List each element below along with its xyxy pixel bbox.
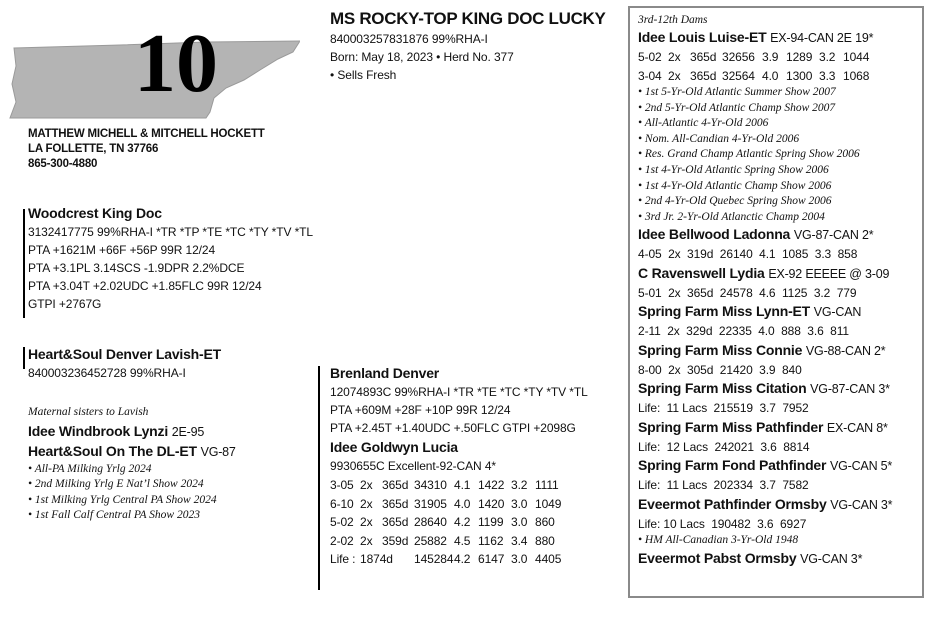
lot-number: 10 [134,17,218,110]
record-value: 1420 [478,496,505,511]
animal-name: MS ROCKY-TOP KING DOC LUCKY [330,9,606,28]
record-value: 32656 [722,50,755,64]
production-record [330,550,588,569]
production-record [330,476,588,495]
record-value: 4.2 [454,552,471,566]
dam-award: • Res. Grand Champ Atlantic Spring Show 2006 [638,148,860,161]
dam-classification: VG-CAN [813,305,862,320]
dam-classification: VG-CAN 3* [800,551,863,566]
dams-heading: 3rd-12th Dams [638,14,708,26]
mgs-line: PTA +609M +28F +10P 99R 12/24 [330,403,511,417]
dam-award: • 2nd 4-Yr-Old Quebec Spring Show 2006 [638,195,832,208]
sister-award: • 1st Milking Yrlg Central PA Show 2024 [28,493,217,506]
record-value: 3.4 [511,533,528,548]
sire-bracket [23,209,25,318]
dam-award: • Nom. All-Candian 4-Yr-Old 2006 [638,132,800,145]
production-record [330,532,588,551]
dam-name: C Ravenswell Lydia [638,264,765,281]
dam-record: 4-05 2x 319d 26140 4.1 1085 3.3 858 [638,247,858,262]
dam-award: • 1st 4-Yr-Old Atlantic Champ Show 2006 [638,179,832,192]
dam-classification: VG-87-CAN 3* [810,382,890,397]
record-value: 3.9 [762,50,779,64]
record-value: 28640 [414,515,447,529]
owner-location: LA FOLLETTE, TN 37766 [28,143,159,155]
animal-sale-note: • Sells Fresh [330,68,397,82]
sire-name: Woodcrest King Doc [28,205,162,221]
sister-entry [28,422,236,442]
record-value: 860 [535,515,555,529]
record-value: 3.2 [819,50,836,64]
maternal-grandsire-block [330,364,588,569]
sire-line: PTA +3.04T +2.02UDC +1.85FLC 99R 12/24 [28,279,262,293]
record-value: 365d [690,50,717,64]
mgs-line: PTA +2.45T +1.40UDC +.50FLC GTPI +2098G [330,421,576,435]
dam-name: Idee Louis Luise-ET [638,29,767,45]
record-value: 1068 [843,68,870,83]
dam-entry [638,302,892,322]
record-value: 1199 [478,515,504,529]
record-value: Life : [330,552,356,566]
production-record [638,48,892,67]
sisters-heading: Maternal sisters to Lavish [28,406,149,418]
record-value: 3.0 [511,496,528,511]
record-value: 3.2 [511,478,528,492]
owner-names: MATTHEW MICHELL & MITCHELL HOCKETT [28,128,265,140]
granddam-name: Idee Goldwyn Lucia [330,439,458,455]
dam-award: • HM All-Canadian 3-Yr-Old 1948 [638,534,799,547]
consignor-info [28,127,265,172]
dam-entry [638,264,892,284]
record-value: 4.0 [762,68,779,83]
dam-entry [638,28,892,48]
sister-classification: VG-87 [200,444,236,459]
dam-name: Spring Farm Fond Pathfinder [638,457,827,474]
record-value: 1049 [535,496,562,511]
sire-line: PTA +3.1PL 3.14SCS -1.9DPR 2.2%DCE [28,261,245,275]
sister-name: Idee Windbrook Lynzi [28,422,169,439]
record-value: 145284 [414,552,454,566]
mgs-line: 12074893C 99%RHA-I *TR *TE *TC *TY *TV *TL [330,385,588,399]
dam-award: • All-Atlantic 4-Yr-Old 2006 [638,117,769,130]
record-value: 2-02 [330,533,354,548]
dam-classification: EX-CAN 8* [826,420,888,435]
dam-record: Life: 11 Lacs 215519 3.7 7952 [638,401,809,416]
dam-award: • 3rd Jr. 2-Yr-Old Atlanctic Champ 2004 [638,210,825,223]
animal-registration: 840003257831876 99%RHA-I [330,32,488,46]
record-value: 1422 [478,478,505,492]
animal-birth-herd: Born: May 18, 2023 • Herd No. 377 [330,50,514,64]
dam-entry [638,225,892,245]
dam-name: Eveermot Pabst Ormsby [638,549,797,566]
dam-name: Spring Farm Miss Pathfinder [638,418,824,435]
ancestral-dams-box [628,6,924,598]
lot-graphic [8,18,300,130]
dam-classification: EX-94-CAN 2E 19* [770,31,874,45]
production-record [638,67,892,86]
record-value: 1044 [843,50,870,64]
record-value: 1111 [535,478,559,492]
record-value: 1300 [786,68,813,83]
dam-name: Eveermot Pathfinder Ormsby [638,495,827,512]
dam-registration: 840003236452728 99%RHA-I [28,366,186,380]
sire-line: GTPI +2767G [28,297,102,311]
production-record [330,513,588,532]
record-value: 2x [668,50,681,64]
dam-entry [638,549,892,569]
record-value: 5-02 [638,50,662,64]
sister-award: • All-PA Milking Yrlg 2024 [28,462,152,475]
record-value: 4405 [535,552,562,566]
sister-name: Heart&Soul On The DL-ET [28,442,197,459]
maternal-sisters [28,405,236,524]
dam-block [28,345,221,382]
dam-records [638,48,892,85]
record-value: 4.2 [454,515,471,529]
dam-name: Spring Farm Miss Citation [638,380,807,397]
record-value: 5-02 [330,515,354,529]
record-value: 2x [668,68,681,83]
granddam-classification: 9930655C Excellent-92-CAN 4* [330,459,496,473]
record-value: 34310 [414,478,447,492]
dam-name: Spring Farm Miss Lynn-ET [638,303,811,320]
record-value: 32564 [722,68,755,83]
record-value: 880 [535,533,555,548]
dam-name: Heart&Soul Denver Lavish-ET [28,346,221,362]
dam-classification: VG-CAN 5* [829,459,893,474]
record-value: 2x [360,533,373,548]
record-value: 3.3 [819,68,836,83]
record-value: 25882 [414,533,447,548]
dam-record: 5-01 2x 365d 24578 4.6 1125 3.2 779 [638,285,857,300]
owner-phone: 865-300-4880 [28,158,98,170]
record-value: 31905 [414,496,447,511]
record-value: 3-04 [638,68,662,83]
dam-award: • 2nd 5-Yr-Old Atlantic Champ Show 2007 [638,101,836,114]
dam-record: 8-00 2x 305d 21420 3.9 840 [638,362,802,377]
sister-award: • 1st Fall Calf Central PA Show 2023 [28,509,200,522]
record-value: 2x [360,478,373,492]
dam-classification: VG-88-CAN 2* [805,343,886,358]
production-record [330,495,588,514]
dam-entry [638,341,892,361]
dam-entry [638,379,892,399]
mgs-bracket [318,366,320,590]
dam-record: Life: 12 Lacs 242021 3.6 8814 [638,439,810,454]
record-value: 6147 [478,552,505,566]
record-value: 365d [382,478,409,492]
dam-classification: VG-CAN 3* [830,497,893,512]
record-value: 3.0 [511,552,528,566]
sister-award: • 2nd Milking Yrlg E Nat’l Show 2024 [28,478,204,491]
record-value: 3-05 [330,478,354,492]
ancestral-dams [638,12,892,569]
dam-entry [638,456,892,476]
record-value: 4.5 [454,533,471,548]
dam-record: Life: 11 Lacs 202334 3.7 7582 [638,478,809,493]
dam-entry [638,418,892,438]
mgs-name: Brenland Denver [330,365,440,381]
record-value: 1162 [478,533,504,548]
sire-line: PTA +1621M +66F +56P 99R 12/24 [28,243,216,257]
dam-name: Spring Farm Miss Connie [638,341,803,358]
dam-classification: EX-92 EEEEE @ 3-09 [768,266,890,281]
dam-award: • 1st 5-Yr-Old Atlantic Summer Show 2007 [638,86,836,98]
record-value: 4.1 [454,478,471,492]
record-value: 365d [382,496,409,511]
record-value: 6-10 [330,496,354,511]
record-value: 1874d [360,552,393,566]
sire-line: 3132417775 99%RHA-I *TR *TP *TE *TC *TY *TV *TL [28,225,313,239]
animal-header [330,8,606,84]
record-value: 2x [360,515,373,529]
dam-bracket [23,347,25,369]
dam-record: Life: 10 Lacs 190482 3.6 6927 [638,516,807,531]
dam-classification: VG-87-CAN 2* [793,228,874,243]
dam-record: 2-11 2x 329d 22335 4.0 888 3.6 811 [638,324,849,339]
record-value: 3.0 [511,515,528,529]
sister-classification: 2E-95 [171,424,205,439]
record-value: 4.0 [454,496,471,511]
record-value: 2x [360,496,373,511]
sister-entry [28,442,236,462]
dam-entry [638,495,892,515]
record-value: 365d [382,515,409,529]
sire-block [28,204,313,313]
granddam-records [330,476,588,569]
record-value: 359d [382,533,409,548]
record-value: 1289 [786,50,813,64]
dam-awards [638,85,892,225]
dam-name: Idee Bellwood Ladonna [638,226,791,243]
record-value: 365d [690,68,717,83]
dam-award: • 1st 4-Yr-Old Atlantic Spring Show 2006 [638,163,829,176]
